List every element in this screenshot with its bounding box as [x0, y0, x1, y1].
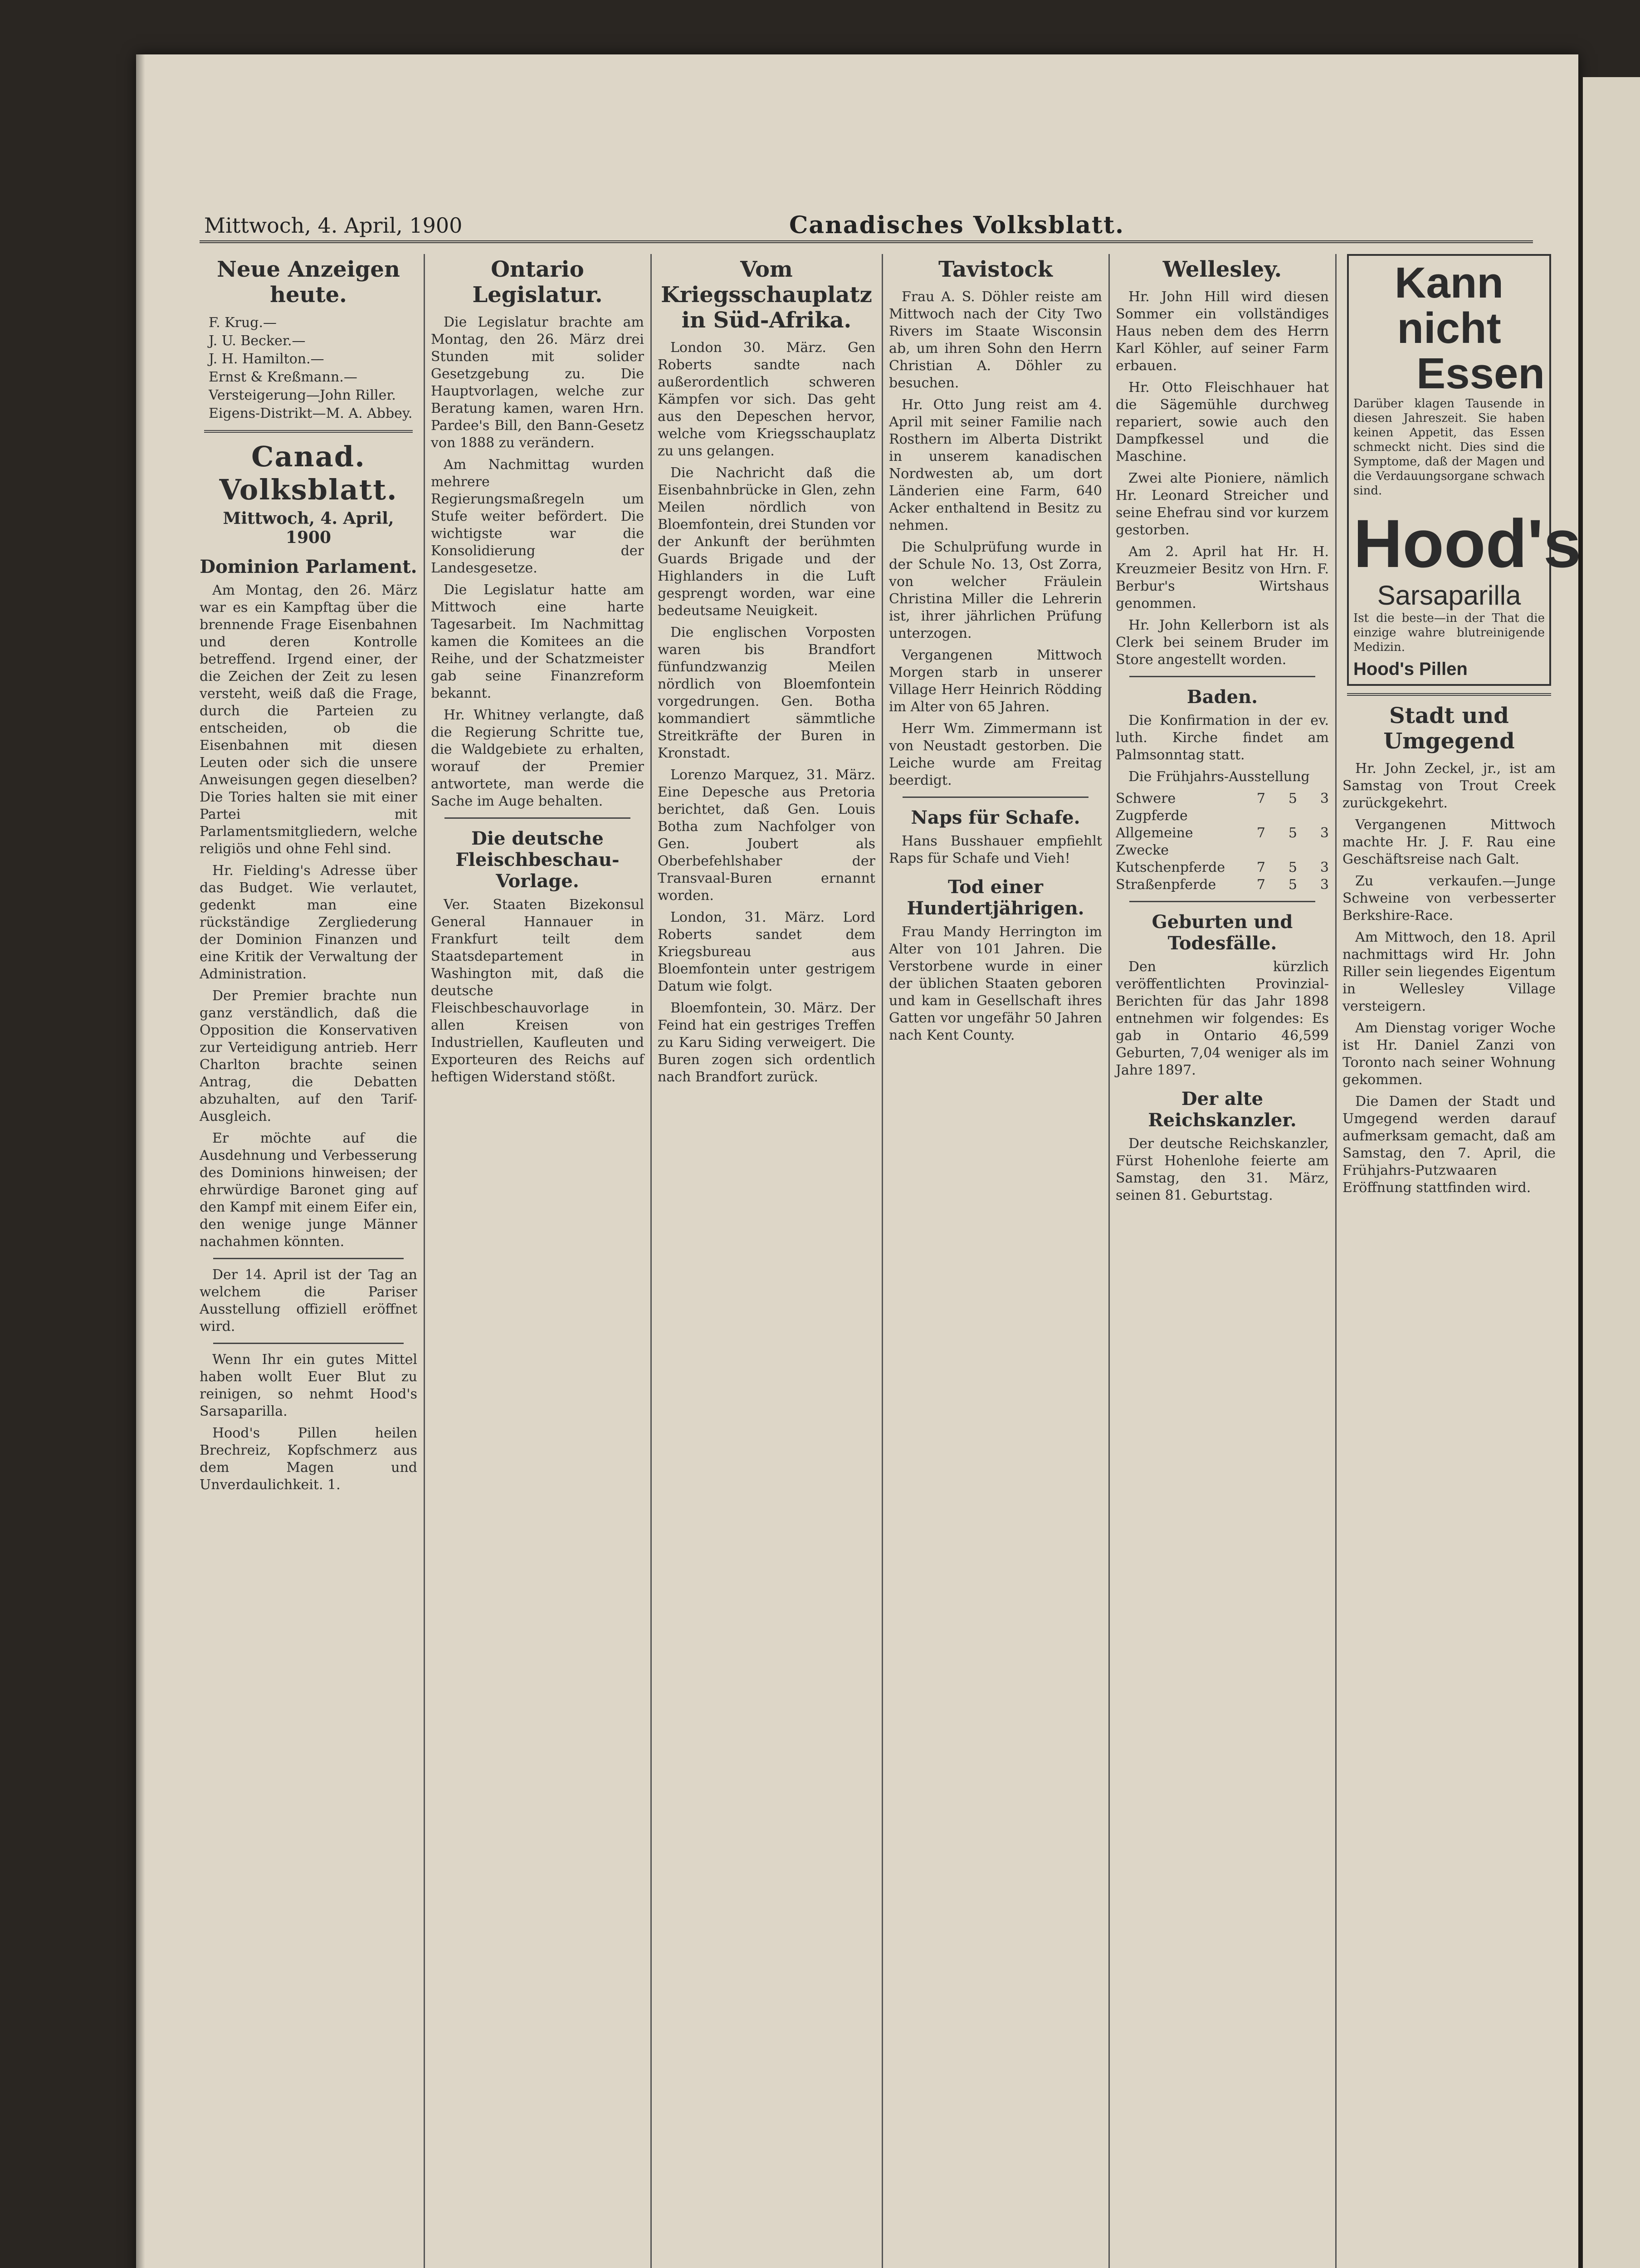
column-1: [200, 254, 425, 2268]
table-row: [1116, 790, 1329, 825]
article-paragraph: Vergangenen Mittwoch machte Hr. J. F. Rau eine Geschäftsreise nach Galt.: [1342, 817, 1556, 867]
article-paragraph: Die Nachricht daß die Eisenbahnbrücke in Glen, zehn Meilen nördlich von Bloemfontein, drei Stunden vor der Ankunft der berühmten Guards Brigade und der Highlanders in die Luft gesprengt worden, war eine bedeutsame Neuigkeit.: [658, 465, 875, 619]
article-paragraph: Hr. Otto Fleischhauer hat die Sägemühle durchweg repariert, sowie auch den Dampfkessel und die Maschine.: [1116, 380, 1329, 464]
article-paragraph: Ver. Staaten Bizekonsul General Hannauer in Frankfurt teilt dem Staatsdepartement in Washington mit, daß die deutsche Fleischbeschauvorlage in allen Kreisen von Industriellen, Kaufleuten und Exporteuren des Reichs auf heftigen Widerstand stößt.: [431, 897, 644, 1085]
dateline: Mittwoch, 4. April, 1900: [223, 509, 394, 547]
article-paragraph: Am Montag, den 26. März war es ein Kampftag über die brennende Frage Eisenbahnen und deren Kontrolle betreffend. Irgend einer, der die Zeichen der Zeit zu lesen versteht, weiß daß die Frage, durch die Parteien zu entscheiden, ob die Eisenbahnen mit diesen Leuten oder sich die unsere Anweisungen gegen dieselben? Die Tories halten sie mit einer Partei mit Parlamentsmitgliedern, welche religiös und ohne Fehl sind.: [200, 582, 417, 857]
newspaper-page: [136, 54, 1581, 2268]
article-paragraph: Die Konfirmation in der ev. luth. Kirche findet am Palmsonntag statt.: [1116, 713, 1329, 763]
table-row: [1116, 876, 1329, 894]
divider: [1129, 901, 1315, 902]
ad-pills: Hood's Pillen: [1353, 659, 1468, 679]
table-cell: 3: [1320, 860, 1329, 875]
divider: [444, 817, 630, 819]
ad-headline: Kann nicht: [1395, 259, 1503, 352]
article-paragraph: Frau Mandy Herrington im Alter von 101 Jahren. Die Verstorbene wurde in einer der üblichen Staaten geboren und kam in Gesellschaft ihres Gatten vor ungefähr 50 Jahren nach Kent County.: [889, 924, 1102, 1043]
article-paragraph: Hr. Whitney verlangte, daß die Regierung Schritte tue, die Waldgebiete zu erhalten, worauf der Premier antwortete, man werde die Sache im Auge behalten.: [431, 707, 644, 809]
table-cell: 5: [1288, 860, 1297, 875]
article-paragraph: Die Schulprüfung wurde in der Schule No. 13, Ost Zorra, von welcher Fräulein Christina Miller die Lehrerin ist, ihrer jährlichen Prüfung unterzogen.: [889, 539, 1102, 641]
article-paragraph: Frau A. S. Döhler reiste am Mittwoch nach der City Two Rivers im Staate Wisconsin ab, um ihren Sohn den Herrn Christian A. Döhler zu besuchen.: [889, 289, 1102, 391]
new-ads-list: [200, 314, 417, 423]
hood-note: Wenn Ihr ein gutes Mittel haben wollt Euer Blut zu reinigen, so nehmt Hood's Sarsaparilla.: [200, 1352, 417, 1419]
article-paragraph: Lorenzo Marquez, 31. März. Eine Depesche aus Pretoria berichtet, daß Gen. Louis Botha zum Nachfolger von Gen. Joubert als Oberbefehlshaber der Transvaal-Buren ernannt worden.: [658, 767, 875, 904]
list-item: J. U. Becker.—: [209, 333, 306, 349]
table-cell: 7: [1256, 877, 1265, 893]
article-paragraph: Am Mittwoch, den 18. April nachmittags wird Hr. John Riller sein liegendes Eigentum in Wellesley Village versteigern.: [1342, 929, 1556, 1014]
article-paragraph: Den kürzlich veröffentlichten Provinzial-Berichten für das Jahr 1898 entnehmen wir folgendes: Es gab in Ontario 46,599 Geburten, 7,04 weniger als im Jahre 1897.: [1116, 959, 1329, 1078]
list-item: F. Krug.—: [209, 315, 277, 331]
article-paragraph: Hans Busshauer empfiehlt Raps für Schafe und Vieh!: [889, 833, 1102, 866]
table-cell: 5: [1288, 825, 1297, 841]
article-paragraph: Er möchte auf die Ausdehnung und Verbesserung des Dominions hinweisen; der ehrwürdige Baronet ging auf den Kampf mit einem Eifer ein, den wenige junge Männer nachahmen könnten.: [200, 1130, 417, 1250]
column-5: [1116, 254, 1337, 2268]
table-cell: Straßenpferde: [1116, 877, 1216, 893]
section-heading: Wellesley.: [1162, 257, 1282, 282]
divider: [213, 1258, 404, 1259]
header-date: Mittwoch, 4. April, 1900: [204, 213, 463, 238]
table-cell: 7: [1256, 791, 1265, 807]
article-paragraph: Hr. John Hill wird diesen Sommer ein vollständiges Haus neben dem des Herrn Karl Köhler, auf seiner Farm erbauen.: [1116, 289, 1329, 374]
section-heading: Vom Kriegsschauplatz in Süd-Afrika.: [661, 257, 872, 333]
section-heading: Geburten und Todesfälle.: [1152, 911, 1293, 954]
divider: [1129, 676, 1315, 677]
table-cell: 5: [1288, 877, 1297, 893]
article-paragraph: Die Damen der Stadt und Umgegend werden darauf aufmerksam gemacht, daß am Samstag, den 7. April, die Frühjahrs-Putzwaaren Eröffnung stattfinden wird.: [1342, 1094, 1556, 1196]
table-cell: 3: [1320, 825, 1329, 841]
section-heading: Ontario Legislatur.: [472, 257, 603, 308]
section-heading: Naps für Schafe.: [911, 807, 1080, 828]
article-paragraph: Herr Wm. Zimmermann ist von Neustadt gestorben. Die Leiche wurde am Freitag beerdigt.: [889, 721, 1102, 788]
section-heading: Der alte Reichskanzler.: [1148, 1088, 1297, 1131]
divider: [213, 1343, 404, 1344]
article-paragraph: Am Dienstag voriger Woche ist Hr. Daniel Zanzi von Toronto nach seiner Wohnung gekommen.: [1342, 1020, 1556, 1088]
divider: [1347, 693, 1551, 696]
table-cell: 7: [1256, 825, 1265, 841]
list-item: Eigens-Distrikt—M. A. Abbey.: [209, 406, 413, 421]
section-heading: Tavistock: [938, 257, 1053, 282]
article-paragraph: Hr. John Kellerborn ist als Clerk bei seinem Bruder im Store angestellt worden.: [1116, 617, 1329, 668]
table-cell: 5: [1288, 791, 1297, 807]
article-paragraph: Vergangenen Mittwoch Morgen starb in unserer Village Herr Heinrich Rödding im Alter von 65 Jahren.: [889, 647, 1102, 715]
article-paragraph: Der Premier brachte nun ganz verständlich, daß die Opposition die Konservativen zur Verteidigung antrieb. Herr Charlton brachte seinen Antrag, die Debatten abzuhalten, auf den Tarif-Ausgleich.: [200, 988, 417, 1124]
hoods-advertisement: [1347, 254, 1581, 686]
article-paragraph: Hr. Fielding's Adresse über das Budget. Wie verlautet, gedenkt man eine rückständige Zergliederung der Dominion Finanzen und eine Kritik der Verwaltung der Administration.: [200, 863, 417, 982]
table-cell: Schwere Zugpferde: [1116, 791, 1188, 824]
article-paragraph: Zwei alte Pioniere, nämlich Hr. Leonard Streicher und seine Ehefrau sind vor kurzem gestorben.: [1116, 470, 1329, 538]
article-paragraph: London 30. März. Gen Roberts sandte nach außerordentlich schweren Kämpfen vor sich. Das geht aus den Depeschen hervor, welche vom Kriegsschauplatz zu uns gelangen.: [658, 340, 875, 459]
article-paragraph: Die Legislatur brachte am Montag, den 26. März drei Stunden mit solider Gesetzgebung zu. Die Hauptvorlagen, welche zur Beratung kamen, waren Hrn. Pardee's Bill, den Bann-Gesetz von 1888 zu verändern.: [431, 314, 644, 451]
table-heading: Die Frühjahrs-Ausstellung: [1128, 769, 1310, 785]
pills-note: Hood's Pillen heilen Brechreiz, Kopfschmerz aus dem Magen und Unverdaulichkeit. 1.: [200, 1425, 417, 1493]
article-paragraph: Am 2. April hat Hr. H. Kreuzmeier Besitz von Hrn. F. Berbur's Wirtshaus genommen.: [1116, 544, 1329, 611]
article-paragraph: Die englischen Vorposten waren bis Brandfort fünfundzwanzig Meilen nördlich von Bloemfontein vorgedrungen. Gen. Botha kommandiert sämmtliche Streitkräfte der Buren in Kronstadt.: [658, 625, 875, 761]
article-paragraph: Die Legislatur hatte am Mittwoch eine harte Tagesarbeit. Im Nachmittag kamen die Komitees an die Reihe, und der Schatzmeister gab seine Finanzreform bekannt.: [431, 582, 644, 701]
page-fold-shadow: [136, 54, 145, 2268]
page-header: [200, 209, 1533, 243]
article-paragraph: Hr. Otto Jung reist am 4. April mit seiner Familie nach Rosthern im Alberta Distrikt in unserem kanadischen Nordwesten ab, um dort Länderien eine Farm, 640 Acker enthaltend in Besitz zu nehmen.: [889, 397, 1102, 533]
table-row: [1116, 859, 1329, 876]
section-heading: Die deutsche Fleischbeschau-Vorlage.: [455, 828, 620, 892]
column-3: [658, 254, 883, 2268]
table-row: [1116, 825, 1329, 859]
table-cell: Kutschenpferde: [1116, 860, 1225, 875]
section-heading: Stadt und Umgegend: [1383, 703, 1515, 754]
adjacent-page-edge: [1583, 77, 1640, 2268]
ad-brand: Hood's: [1353, 505, 1581, 582]
prize-table: [1116, 790, 1329, 894]
section-heading: Baden.: [1186, 686, 1258, 708]
section-heading: Tod einer Hundertjährigen.: [907, 876, 1084, 919]
table-cell: 3: [1320, 877, 1329, 893]
section-heading: Dominion Parlament.: [200, 556, 417, 577]
table-cell: 3: [1320, 791, 1329, 807]
column-4: [889, 254, 1110, 2268]
ad-tagline: Ist die beste—in der That die einzige wahre blutreinigende Medizin.: [1353, 611, 1545, 654]
list-item: Ernst & Kreßmann.—: [209, 369, 357, 385]
april-note: Der 14. April ist der Tag an welchem die Pariser Ausstellung offiziell eröffnet wird.: [200, 1267, 417, 1334]
ad-body: Darüber klagen Tausende in diesen Jahreszeit. Sie haben keinen Appetit, das Essen schmeckt nicht. Dies sind die Symptome, daß der Magen und die Verdauungsorgane schwach sind.: [1353, 397, 1545, 498]
column-6: [1342, 254, 1581, 2268]
new-ads-heading: Neue Anzeigen heute.: [217, 257, 400, 308]
list-item: Versteigerung—John Riller.: [209, 387, 396, 403]
divider: [903, 797, 1088, 798]
article-paragraph: London, 31. März. Lord Roberts sandet dem Kriegsbureau aus Bloemfontein unter gestrigem Datum wie folgt.: [658, 909, 875, 994]
article-paragraph: Bloemfontein, 30. März. Der Feind hat ein gestriges Treffen zu Karu Siding verweigert. Die Buren zogen sich ordentlich nach Brandfort zurück.: [658, 1000, 875, 1085]
ad-headline: Essen: [1416, 349, 1545, 398]
masthead: Canad. Volksblatt.: [219, 440, 398, 506]
table-cell: 7: [1256, 860, 1265, 875]
table-cell: Allgemeine Zwecke: [1116, 825, 1193, 858]
ad-product: Sarsaparilla: [1377, 580, 1521, 611]
article-paragraph: Der deutsche Reichskanzler, Fürst Hohenlohe feierte am Samstag, den 31. März, seinen 81. Geburtstag.: [1116, 1136, 1329, 1203]
article-paragraph: Am Nachmittag wurden mehrere Regierungsmaßregeln um Stufe weiter befördert. Die wichtigste war die Konsolidierung der Landesgesetze.: [431, 457, 644, 576]
article-paragraph: Hr. John Zeckel, jr., ist am Samstag von Trout Creek zurückgekehrt.: [1342, 761, 1556, 811]
list-item: J. H. Hamilton.—: [209, 351, 324, 367]
divider: [204, 430, 413, 433]
article-paragraph: Zu verkaufen.—Junge Schweine von verbesserter Berkshire-Race.: [1342, 873, 1556, 924]
header-title: Canadisches Volksblatt.: [789, 211, 1125, 239]
column-2: [431, 254, 652, 2268]
